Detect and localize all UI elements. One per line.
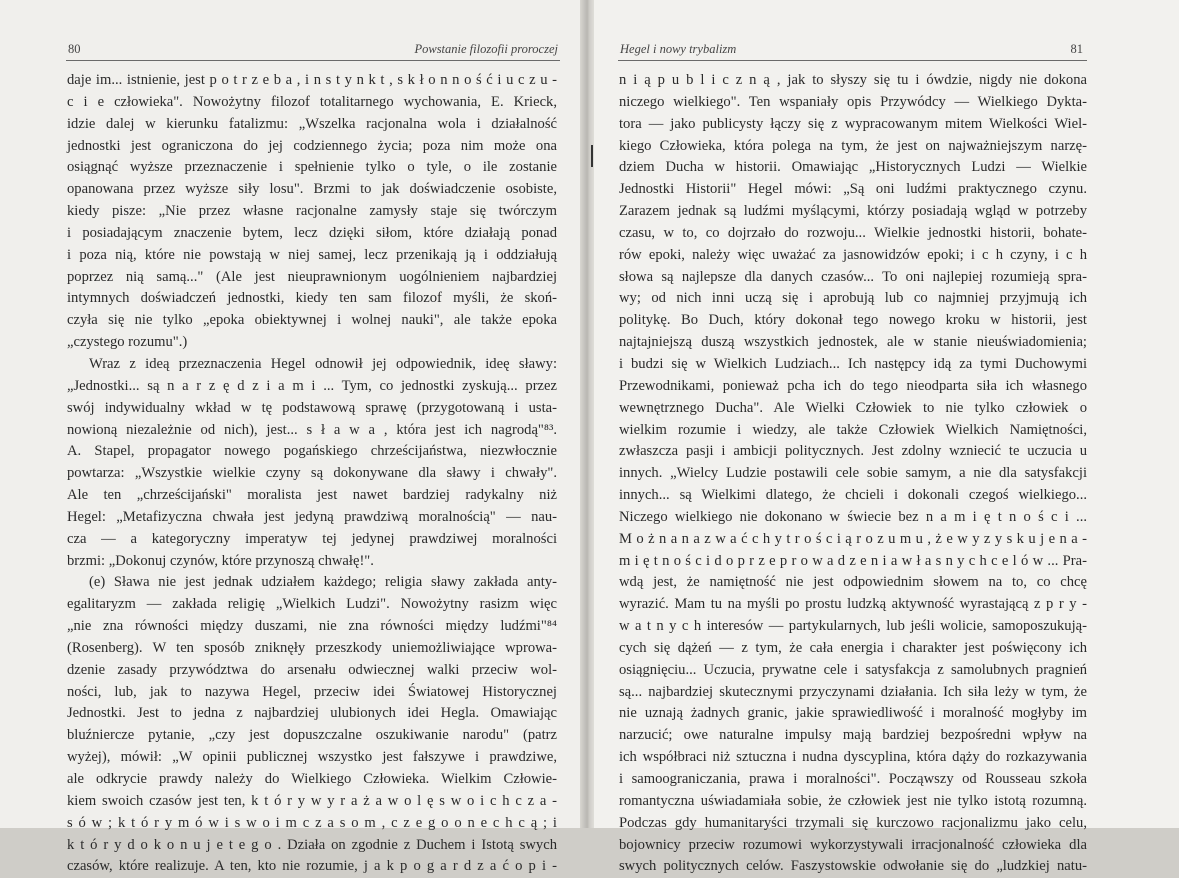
text-line: i poza nią, które nie powstają w niej samej, lecz przenikają ją i oddziałują [67, 246, 557, 263]
text-line: w a t n y c h interesów — partykularnych, lub jeśli wolicie, samoposzukują- [619, 618, 1087, 635]
text-line: kiedy pisze: „Nie przez własne racjonalne zamysły staje się twórczym [67, 203, 557, 220]
text-line: bojownicy przeciw rozumowi wykorzystywali irracjonalność człowieka dla [619, 836, 1087, 853]
left-page-body [67, 70, 557, 878]
text-line: wy; od nich inni uczą się i aprobują lub co najmniej przyjmują ich [619, 290, 1087, 307]
text-line: słowa są najlepsze dla danych czasów... To oni najlepiej rozumieją spra- [619, 268, 1087, 285]
text-line: intymnych doświadczeń jednostki, kiedy ten sam filozof myśli, że skoń- [67, 290, 557, 307]
text-line: wyżej), mówił: „W opinii publicznej wszystko jest fałszywe i prawdziwe, [67, 749, 557, 766]
right-page-body [619, 70, 1087, 878]
text-line: dzenie zasady przywództwa do arsenału odwiecznej walki przeciw wol- [67, 661, 557, 678]
text-line: cza — a kategoryczny imperatyw tej jedynej prawdziwej moralności [67, 530, 557, 547]
text-line: ale odkrycie prawdy należy do Wielkiego Człowieka. Wielkim Człowie- [67, 771, 557, 787]
text-line: „czystego rozumu".) [67, 334, 188, 351]
text-line: Jednostki. Jest to jedna z najbardziej ulubionych idei Hegla. Omawiając [67, 705, 557, 722]
right-page [594, 0, 1179, 875]
text-line: romantyczna uświadamiała sobie, że człowiek jest nie tylko istotą rozumną. [619, 792, 1087, 809]
text-line: narzucić; owe naturalne impulsy mają bardziej bezpośredni wpływ na [619, 727, 1087, 744]
text-line: A. Stapel, propagator nowego pogańskiego chrześcijaństwa, niezwłocznie [67, 443, 557, 460]
text-line: osiągnięciu... Uczucia, prywatne cele i satysfakcja z samolubnych pragnień [619, 661, 1087, 678]
text-line: najtajniejszą duszą wszystkich jednostek, ale w stanie nieuświadomienia; [619, 334, 1087, 351]
text-line: Podczas gdy humanitaryści trzymali się kurczowo racjonalizmu jako celu, [619, 814, 1087, 831]
text-line: „nie zna równości między duszami, nie zna równości między ludźmi"⁸⁴ [67, 618, 557, 635]
text-line: tora — jako publicysty łączy się z wypracowanym mitem Wielkości Wiel- [619, 115, 1087, 132]
text-line: cych się dążeń — z tym, że cała energia i charakter jest poświęcony ich [619, 639, 1087, 656]
text-line: swych politycznych celów. Faszystowskie odwołanie się do „ludzkiej natu- [619, 858, 1087, 875]
left-header-rule [66, 60, 560, 61]
text-line: egalitaryzm — zakłada religię „Wielkich Ludzi". Nowożytny rasizm więc [67, 596, 557, 613]
text-line: wielkim rozumie i wiedzy, ale także Człowiek Wielkich Namiętności, [619, 421, 1087, 438]
text-line: m i ę t n o ś c i d o p r z e p r o w a d z e n i a w ł a s n y c h c e l ó w ... Pra- [619, 552, 1087, 569]
text-line: niczego wielkiego". Ten wspaniały opis Przywódcy — Wielkiego Dykta- [619, 93, 1087, 110]
text-line: nie uznają żadnych granic, jakie sprawiedliwość i moralność mogłyby im [619, 705, 1087, 722]
text-line: bluźniercze pytanie, „czy jest dopuszczalne oszukiwanie narodu" (patrz [67, 727, 557, 744]
text-line: czasów, które realizuje. A ten, kto nie rozumie, j a k p o g a r d z a ć o p i - [67, 858, 557, 875]
left-running-head: Powstanie filozofii proroczej [414, 42, 558, 56]
margin-mark [591, 145, 593, 167]
text-line: Przewodnikami, ponieważ pcha ich do tego nieodparta siła ich własnego [619, 377, 1087, 394]
text-line: Wraz z ideą przeznaczenia Hegel odnowił jej odpowiednik, ideę sławy: [89, 355, 557, 372]
text-line: wdą jest, że namiętność nie jest odpowiednim słowem na to, co chcę [619, 574, 1087, 591]
text-line: daje im... istnienie, jest p o t r z e b a , i n s t y n k t , s k ł o n n o ś ć i u c z u - [67, 72, 557, 88]
text-line: brzmi: „Dokonuj czynów, które przynoszą chwałę!". [67, 552, 374, 569]
text-line: „Jednostki... są n a r z ę d z i a m i ... Tym, co jednostki zyskują... przez [67, 377, 557, 394]
text-line: kiem swoich czasów jest ten, k t ó r y w y r a ż a w o l ę s w o i c h c z a - [67, 792, 557, 809]
right-page-number: 81 [1070, 42, 1083, 56]
right-running-head: Hegel i nowy trybalizm [620, 42, 737, 56]
left-page [0, 0, 582, 875]
text-line: ich współbraci niż sztuczna i nudna dyscyplina, która dąży do rozkazywania [619, 749, 1087, 766]
text-line: czasu, w to, co dojrzało do rozwoju... Wielkie jednostki historii, bohate- [619, 224, 1087, 241]
text-line: są... najbardziej skutecznymi przyczynami działania. Ich siła leży w tym, że [619, 683, 1087, 700]
text-line: politykę. Bo Duch, który dokonał tego nowego kroku w historii, jest [619, 312, 1087, 329]
text-line: i samoograniczania, prawa i moralności". Począwszy od Rousseau szkoła [619, 771, 1087, 787]
text-line: i posiadającym znaczenie bytem, lecz dzięki siłom, które działają ponad [67, 224, 557, 241]
text-line: (Rosenberg). W ten sposób zniknęły przeszkody uniemożliwiające wprowa- [67, 639, 557, 656]
text-line: innych... są Wielkimi dlatego, że chcieli i dokonali czegoś wielkiego... [619, 487, 1087, 504]
text-line: opanowana przez wyższe siły losu". Brzmi to jak doświadczenie osobiste, [67, 181, 557, 198]
text-line: osiągnąć wyższe przeznaczenie i spełnienie tylko o tyle, o ile zostanie [67, 159, 557, 176]
text-line: rów epoki, należy więc uważać za jasnowidzów epoki; i c h czyny, i c h [619, 246, 1087, 263]
text-line: dziem Ducha w historii. Omawiając „Historycznych Ludzi — Wielkie [619, 159, 1087, 176]
text-line: wewnętrznego Ducha". Ale Wielki Człowiek to nie tylko człowiek o [619, 399, 1087, 416]
text-line: zwłaszcza pasji i ambicji politycznych. Jest zdolny wzniecić te uczucia u [619, 443, 1087, 460]
text-line: k t ó r y d o k o n u j e t e g o . Działa on zgodnie z Duchem i Istotą swych [67, 836, 557, 853]
text-line: powtarza: „Wszystkie wielkie czyny są dokonywane dla sławy i chwały". [67, 465, 557, 482]
text-line: swój indywidualny wkład w tę podstawową sprawę (przygotowaną i usta- [67, 399, 557, 416]
text-line: wyrazić. Mam tu na myśli po prostu ludzką aktywność wyrastającą z p r y - [619, 596, 1087, 613]
left-page-number: 80 [68, 42, 81, 56]
text-line: czyła się nie tylko „epoka obiektywnej i wolnej nauki", ale także epoka [67, 312, 557, 329]
text-line: (e) Sława nie jest jednak udziałem każdego; religia sławy zakłada anty- [89, 574, 557, 591]
text-line: innych. „Wielcy Ludzie postawili cele sobie samym, a nie dla satysfakcji [619, 465, 1087, 482]
text-line: c i e człowieka". Nowożytny filozof totalitarnego wychowania, E. Krieck, [67, 93, 557, 110]
text-line: Jednostki Historii" Hegel mówi: „Są oni ludźmi praktycznego czynu. [619, 181, 1087, 198]
text-line: idzie dalej w kierunku fatalizmu: „Wszelka racjonalna wola i działalność [67, 115, 557, 132]
text-line: Zarazem jednak są ludźmi myślącymi, którzy posiadają wgląd w potrzeby [619, 203, 1087, 220]
text-line: M o ż n a n a z w a ć c h y t r o ś c i ą r o z u m u , ż e w y z y s k u j e n a - [619, 530, 1087, 547]
text-line: Niczego wielkiego nie dokonano w świecie bez n a m i ę t n o ś c i ... [619, 508, 1087, 525]
text-line: nowioną niezależnie od nich), jest... s ł a w a , która jest ich nagrodą"⁸³. [67, 421, 557, 438]
right-header-rule [618, 60, 1087, 61]
text-line: jednostki jest ograniczona do jej codziennego życia; poza nim może ona [67, 137, 557, 154]
text-line: Hegel: „Metafizyczna chwała jest jedyną prawdziwą moralnością" — nau- [67, 508, 557, 525]
text-line: poprzez nią samą..." (Ale jest nieuprawnionym uogólnieniem najbardziej [67, 268, 557, 285]
text-line: n i ą p u b l i c z n ą , jak to słyszy się tu i ówdzie, nigdy nie dokona [619, 72, 1087, 88]
text-line: s ó w ; k t ó r y m ó w i s w o i m c z a s o m , c z e g o o n e c h c ą ; i [67, 814, 557, 831]
text-line: ności, lub, jak to nazywa Hegel, przeciw idei Światowej Historycznej [67, 683, 557, 700]
text-line: i budzi się w Wielkich Ludziach... Ich następcy idą za tymi Duchowymi [619, 355, 1087, 372]
text-line: Ale ten „chrześcijański" moralista jest nawet bardziej radykalny niż [67, 487, 557, 504]
text-line: kiego Człowieka, która polega na tym, że jest on najważniejszym narzę- [619, 137, 1087, 154]
